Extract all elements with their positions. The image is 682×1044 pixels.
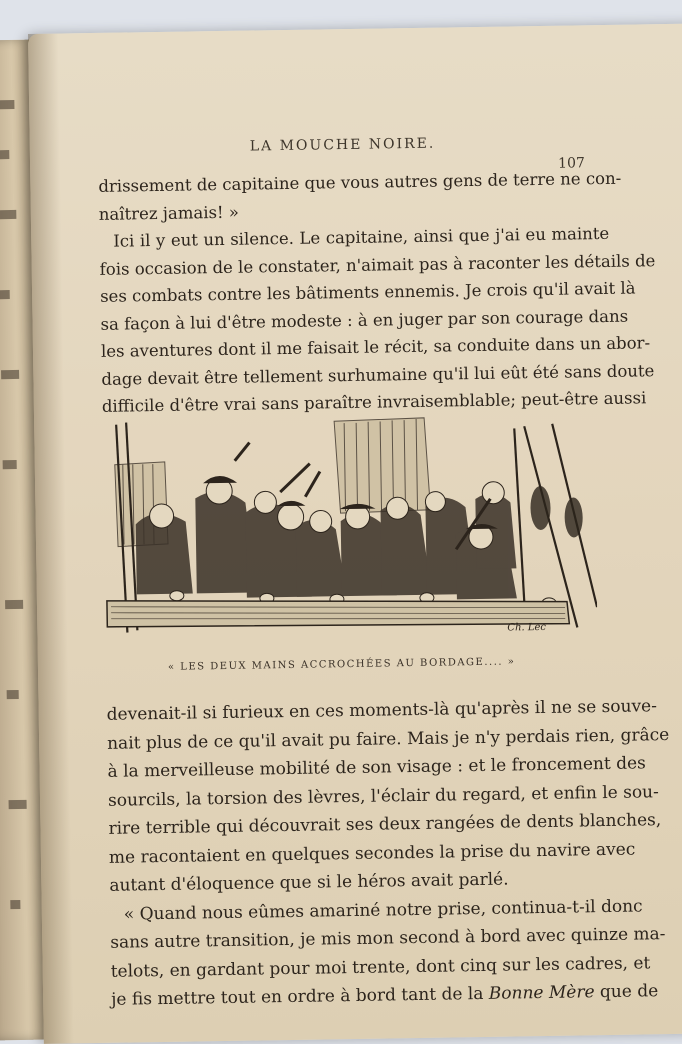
engraving-illustration bbox=[94, 397, 598, 643]
text-line: à la merveilleuse mobilité de son visage : et le froncement des bbox=[107, 753, 646, 782]
text-fragment: que de bbox=[594, 981, 659, 1003]
text-line: rire terrible qui découvrait ses deux rangées de dents blanches, bbox=[108, 810, 662, 839]
running-head: LA MOUCHE NOIRE. bbox=[249, 135, 436, 155]
text-line: naîtrez jamais! » bbox=[98, 202, 240, 224]
book-page bbox=[28, 23, 682, 1044]
text-line: fois occasion de le constater, n'aimait pas à raconter les détails de bbox=[99, 250, 656, 279]
text-line: dage devait être tellement surhumaine qu'il lui eût été sans doute bbox=[101, 360, 655, 389]
text-line: les aventures dont il me faisait le récit, sa conduite dans un abor- bbox=[100, 333, 651, 361]
text-line: ses combats contre les bâtiments ennemis. Je crois qu'il avait là bbox=[99, 278, 636, 306]
text-line: telots, en gardant pour moi trente, dont cinq sur les cadres, et bbox=[110, 952, 651, 982]
text-fragment: je fis mettre tout en ordre à bord tant de la bbox=[111, 983, 489, 1010]
text-line: sourcils, la torsion des lèvres, l'éclair du regard, et enfin le sou- bbox=[107, 781, 659, 811]
engraver-signature: Ch. Lec bbox=[507, 621, 547, 634]
text-line: difficile d'être vrai sans paraître invraisemblable; peut-être aussi bbox=[101, 388, 647, 416]
text-line: Ici il y eut un silence. Le capitaine, ainsi que j'ai eu mainte bbox=[113, 223, 610, 251]
text-line: me racontaient en quelques secondes la prise du navire avec bbox=[108, 839, 636, 868]
top-paragraphs bbox=[98, 165, 656, 420]
ship-name: Bonne Mère bbox=[488, 982, 595, 1004]
page-number: 107 bbox=[557, 155, 585, 172]
text-line: devenait-il si furieux en ces moments-là qu'après il ne se souve- bbox=[106, 696, 658, 725]
text-line: nait plus de ce qu'il avait pu faire. Mais je n'y perdais rien, grâce bbox=[106, 724, 670, 754]
text-line: « Quand nous eûmes amariné notre prise, continua-t-il donc bbox=[123, 895, 643, 925]
text-line: sans autre transition, je mis mon second à bord avec quinze ma- bbox=[110, 924, 666, 953]
illustration-caption: « LES DEUX MAINS ACCROCHÉES AU BORDAGE.... » bbox=[167, 656, 516, 673]
bottom-paragraphs bbox=[106, 693, 670, 1015]
text-line: sa façon à lui d'être modeste : à en juger par son courage dans bbox=[100, 306, 629, 334]
text-line: autant d'éloquence que si le héros avait parlé. bbox=[109, 869, 509, 896]
text-line: drissement de capitaine que vous autres gens de terre ne con- bbox=[98, 168, 622, 196]
